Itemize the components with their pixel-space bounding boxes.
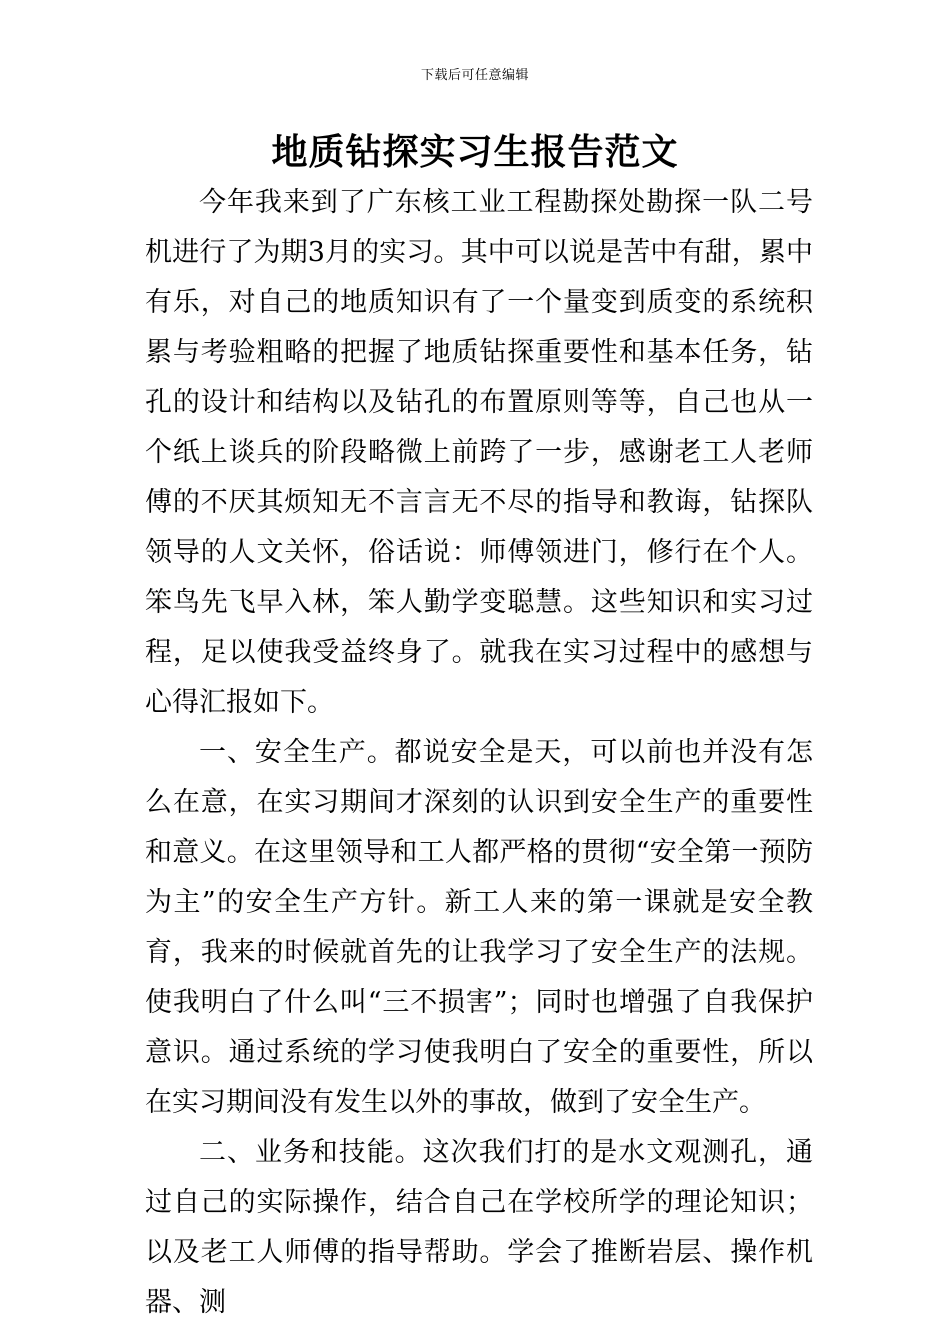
paragraph-intro: 今年我来到了广东核工业工程勘探处勘探一队二号机进行了为期3月的实习。其中可以说是苦中有甜，累中有乐，对自己的地质知识有了一个量变到质变的系统积累与考验粗略的把握了地质钻探重要性和基本任务，钻孔的设计和结构以及钻孔的布置原则等等，自己也从一个纸上谈兵的阶段略微上前跨了一步，感谢老工人老师傅的不厌其烦知无不言言无不尽的指导和教诲，钻探队领导的人文关怀，俗话说：师傅领进门，修行在个人。笨鸟先飞早入林，笨人勤学变聪慧。这些知识和实习过程，足以使我受益终身了。就我在实习过程中的感想与心得汇报如下。: [145, 187, 813, 718]
header-note: 下载后可任意编辑: [420, 68, 529, 83]
document-body: [145, 178, 813, 1328]
paragraph-safety: 一、安全生产。都说安全是天，可以前也并没有怎么在意，在实习期间才深刻的认识到安全生产的重要性和意义。在这里领导和工人都严格的贯彻“安全第一预防为主”的安全生产方针。新工人来的第一课就是安全教育，我来的时候就首先的让我学习了安全生产的法规。使我明白了什么叫“三不损害”；同时也增强了自我保护意识。通过系统的学习使我明白了安全的重要性，所以在实习期间没有发生以外的事故，做到了安全生产。: [145, 737, 813, 1118]
paragraph-skills: 二、业务和技能。这次我们打的是水文观测孔，通过自己的实际操作，结合自己在学校所学的理论知识；以及老工人师傅的指导帮助。学会了推断岩层、操作机器、测: [145, 1137, 813, 1318]
document-title: 地质钻探实习生报告范文: [271, 132, 679, 173]
